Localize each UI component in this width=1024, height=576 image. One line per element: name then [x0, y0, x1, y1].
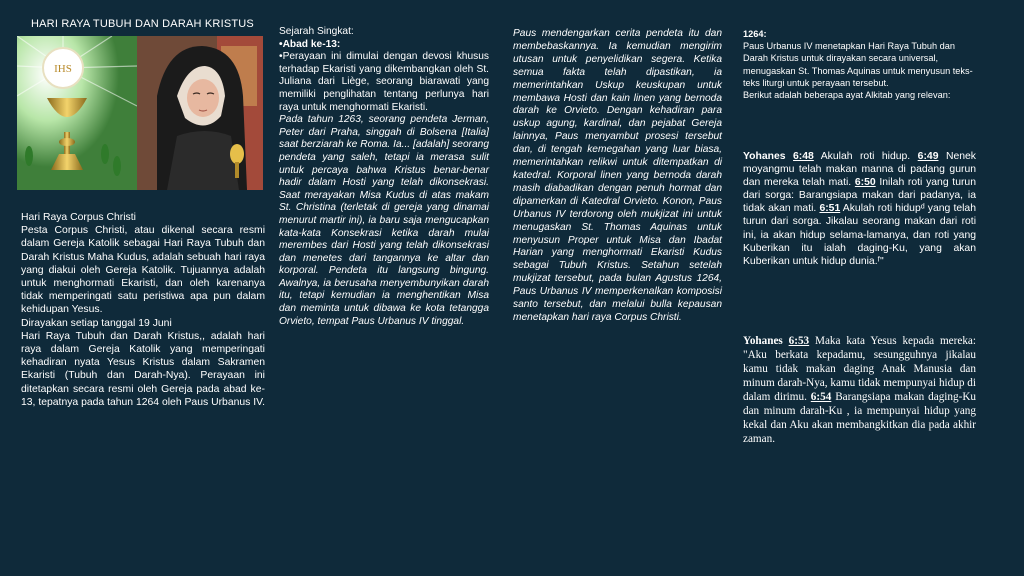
verse-number[interactable]: 6:53	[788, 335, 810, 347]
column-2	[279, 0, 489, 576]
verse-number[interactable]: 6:51	[819, 203, 841, 215]
col2-body	[279, 26, 489, 328]
verse-text: Barangsiapa makan daging-Ku dan minum darah-Ku , ia mempunyai hidup yang kekal dan Aku akan membangkitkan dia pada akhir zaman.	[743, 391, 977, 445]
century-heading: •Abad ke-13:	[279, 38, 341, 50]
page-title: HARI RAYA TUBUH DAN DARAH KRISTUS	[31, 18, 254, 30]
history-heading: Sejarah Singkat:	[279, 26, 354, 37]
verse-text: Nenek moyangmu telah makan manna di padang gurun dan mereka telah mati.	[743, 151, 976, 189]
history-para-2: Pada tahun 1263, seorang pendeta Jerman, Peter dari Praha, singgah di Bolsena [Italia] saat berziarah ke Roma. Ia... [adalah] seorang pendeta yang saleh, tetapi ia merasa sulit untuk percaya bahwa Kristus benar-benar hadir dalam Hosti yang telah dikonsekrasi. Saat merayakan Misa Kudus di atas makam St. Christina (terletak di gereja yang dinamai menurut martir ini), ia baru saja mengucapkan kata-kata Konsekrasi ketika darah mulai merembes dari Hosti yang telah dikonsekrasi dan menetes dari tangannya ke altar dan korporal. Pendeta itu langsung bingung. Awalnya, ia berusaha menyembunyikan darah itu, tetapi kemudian ia menghentikan Misa dan meminta untuk dibawa ke kota tetangga Orvieto, tempat Paus Urbanus IV tinggal.	[279, 114, 489, 327]
history-para-1: •Perayaan ini dimulai dengan devosi khusus terhadap Ekaristi yang dikembangkan oleh St. Juliana dari Liège, seorang biarawati yang memiliki penglihatan tentang perlunya hari raya untuk menghormati Ekaristi.	[279, 51, 489, 113]
year-description: Paus Urbanus IV menetapkan Hari Raya Tubuh dan Darah Kristus untuk dirayakan secara universal, menugaskan St. Thomas Aquinas untuk menyusun teks-teks liturgi untuk perayaan tersebut.	[743, 41, 973, 88]
section-heading: Hari Raya Corpus Christi	[21, 212, 136, 223]
verse-text: Akulah roti hidupᵈ yang telah turun dari sorga. Jikalau seorang makan dari roti ini, ia akan hidup selama-lamanya, dan roti yang Kuberikan itu ialah daging-Ku, yang akan Kuberikan untuk hidup dunia.ᶠ"	[743, 203, 976, 267]
verse-number[interactable]: 6:48	[793, 151, 814, 162]
column-4	[743, 0, 978, 576]
verse-number[interactable]: 6:49	[917, 151, 939, 162]
verse-number[interactable]: 6:54	[810, 391, 832, 403]
col1-body	[21, 211, 265, 409]
bible-verses	[743, 150, 976, 268]
corpus-christi-image	[17, 36, 263, 190]
column-1	[15, 0, 267, 576]
verse-text: Inilah roti yang turun dari sorga: Barangsiapa makan dari padanya, ia tidak akan mati.	[743, 177, 976, 215]
col3-body: Paus mendengarkan cerita pendeta itu dan membebaskannya. Ia kemudian mengirim utusan untuk penyelidikan segera. Ketika semua fakta telah dipastikan, ia memerintahkan Uskup keuskupan untuk membawa Hosti dan kain linen yang bernoda darah ke Orvieto. Dengan kehadiran para uskup agung, kardinal, dan pejabat Gereja lainnya, Paus menyambut prosesi tersebut dan, di tengah kemegahan yang luar biasa, memerintahkan relikwi untuk ditempatkan di katedral. Korporal linen yang bernoda darah masih diabadikan dengan penuh hormat dan dipamerkan di Katedral Orvieto. Konon, Paus Urbanus IV terdorong oleh mukjizat ini untuk menugaskan St. Thomas Aquinas untuk menyusun Proper untuk Misa dan Ibadat Harian yang menghormati Ekaristi Kudus sebagai Tubuh Kristus. Setahun setelah mukjizat tersebut, pada bulan Agustus 1264, Paus Urbanus IV memperkenalkan komposisi santo tersebut, dan melalui bulla kepausan menetapkan hari raya Corpus Christi.	[513, 28, 722, 323]
column-3	[513, 0, 722, 576]
verses-intro: Berikut adalah beberapa ayat Alkitab yang relevan:	[743, 90, 951, 101]
celebration-date: Dirayakan setiap tanggal 19 Juni	[21, 317, 172, 329]
col4-intro	[743, 28, 978, 101]
feast-description: Hari Raya Tubuh dan Darah Kristus,, adalah hari raya dalam Gereja Katolik yang memperingati kehadiran nyata Yesus Kristus dalam Sakramen Ekaristi (Tubuh dan Darah-Nya). Perayaan ini ditetapkan secara resmi oleh Gereja pada abad ke-13, tepatnya pada tahun 1264 oleh Paus Urbanus IV.	[21, 330, 265, 408]
bible-verses-serif	[743, 334, 976, 446]
ihs-label: IHS	[54, 63, 72, 75]
verse-text: Akulah roti hidup.	[813, 151, 918, 162]
corpus-christi-description: Pesta Corpus Christi, atau dikenal secara resmi dalam Gereja Katolik sebagai Hari Raya Tubuh dan Darah Kristus Maha Kudus, adalah sebuah hari raya yang diakui oleh Gereja Katolik. Tujuannya adalah untuk menghormati Ekaristi, dan oleh karenanya tidak memperingati satu peristiwa apa pun dalam kehidupan Yesus.	[21, 225, 265, 316]
book-name: Yohanes	[743, 151, 786, 162]
year-heading: 1264:	[743, 29, 767, 39]
book-name: Yohanes	[743, 335, 783, 347]
verse-text: Maka kata Yesus kepada mereka: "Aku berkata kepadamu, sesungguhnya jikalau kamu tidak makan daging Anak Manusia dan minum darah-Nya, kamu tidak mempunyai hidup di dalam dirimu.	[743, 335, 976, 403]
verse-number[interactable]: 6:50	[854, 177, 876, 189]
monstrance-icon	[230, 144, 244, 164]
